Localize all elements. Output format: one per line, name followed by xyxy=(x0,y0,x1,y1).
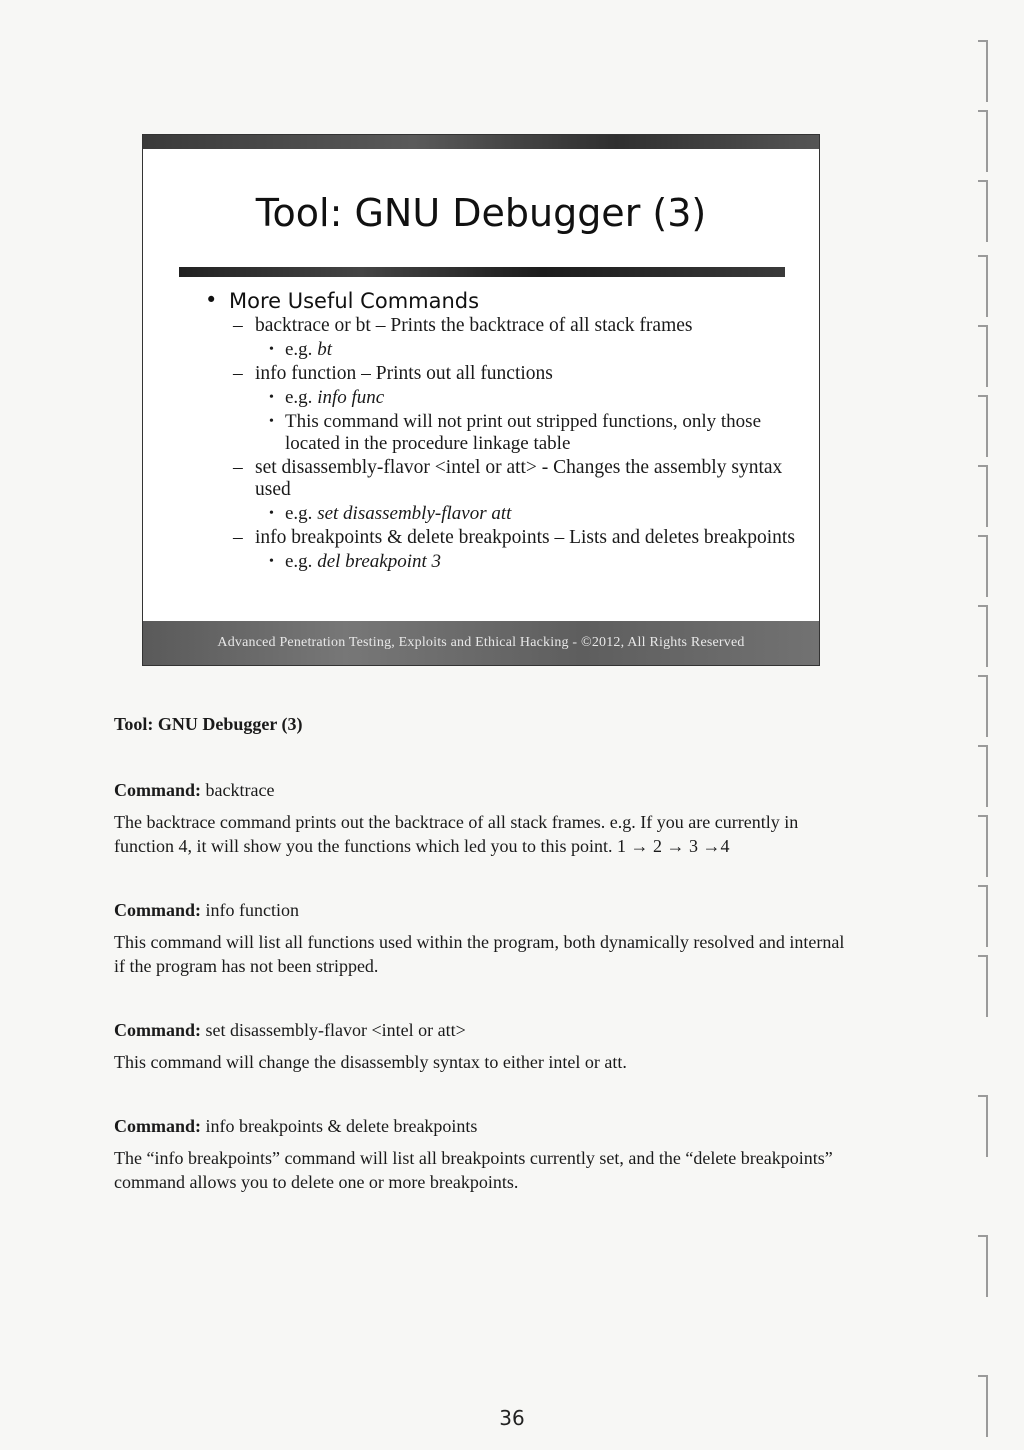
slide-title: Tool: GNU Debugger (3) xyxy=(255,191,707,235)
dash-icon: – xyxy=(233,527,243,548)
binding-mark xyxy=(978,1375,988,1437)
page-number: 36 xyxy=(499,1406,525,1430)
command-line xyxy=(114,1018,854,1042)
bullet-heading xyxy=(205,289,795,313)
speaker-notes xyxy=(114,712,854,1234)
example-prefix: e.g. xyxy=(285,551,318,572)
command-label: Command: xyxy=(114,1116,202,1136)
binding-mark xyxy=(978,465,988,527)
command-name: set disassembly-flavor <intel or att> xyxy=(205,1020,466,1040)
binding-mark xyxy=(978,1235,988,1297)
binding-mark xyxy=(978,395,988,457)
slide-body xyxy=(205,289,795,575)
notes-section xyxy=(114,1018,854,1074)
binding-mark xyxy=(978,955,988,1017)
command-description: This command will change the disassembly syntax to either intel or att. xyxy=(114,1052,627,1072)
example-prefix: e.g. xyxy=(285,503,318,524)
note-text: This command will not print out stripped functions, only those located in the procedure linkage table xyxy=(285,411,762,454)
slide-top-bar xyxy=(143,135,819,149)
bullet-icon: • xyxy=(269,414,274,429)
binding-mark xyxy=(978,745,988,807)
bullet-icon: • xyxy=(205,288,218,312)
bullet-icon: • xyxy=(269,342,274,357)
command-label: Command: xyxy=(114,780,202,800)
binding-mark xyxy=(978,535,988,597)
slide-title-rule xyxy=(179,267,785,277)
binding-mark xyxy=(978,1095,988,1157)
example-text: set disassembly-flavor att xyxy=(317,503,512,524)
example-text: bt xyxy=(317,339,332,360)
notes-title: Tool: GNU Debugger (3) xyxy=(114,714,303,734)
dash-icon: – xyxy=(233,457,243,478)
example-bullet xyxy=(205,503,795,525)
dash-icon: – xyxy=(233,315,243,336)
example-prefix: e.g. xyxy=(285,339,318,360)
bullet-icon: • xyxy=(269,506,274,521)
notes-section xyxy=(114,898,854,978)
example-bullet xyxy=(205,387,795,409)
binding-mark xyxy=(978,40,988,102)
command-line xyxy=(114,778,854,802)
example-text: info func xyxy=(317,387,385,408)
command-name: info function xyxy=(205,900,299,920)
binding-mark xyxy=(978,325,988,387)
binding-marks xyxy=(974,30,994,1430)
notes-section xyxy=(114,1114,854,1194)
binding-mark xyxy=(978,675,988,737)
note-bullet xyxy=(205,411,795,455)
command-line xyxy=(114,1114,854,1138)
slide-footer: Advanced Penetration Testing, Exploits and Ethical Hacking - ©2012, All Rights Reserved xyxy=(143,621,819,665)
sub-bullet xyxy=(205,315,795,337)
slide xyxy=(142,134,820,666)
bullet-icon: • xyxy=(269,390,274,405)
sub-bullet xyxy=(205,363,795,385)
example-prefix: e.g. xyxy=(285,387,318,408)
command-label: Command: xyxy=(114,1020,202,1040)
sub-bullet-text: info breakpoints & delete breakpoints – Lists and deletes breakpoints xyxy=(255,527,795,548)
binding-mark xyxy=(978,110,988,172)
command-name: backtrace xyxy=(205,780,275,800)
sub-bullet-text: backtrace or bt – Prints the backtrace of all stack frames xyxy=(255,315,693,336)
command-label: Command: xyxy=(114,900,202,920)
example-text: del breakpoint 3 xyxy=(317,551,442,572)
command-description: The “info breakpoints” command will list all breakpoints currently set, and the “delete breakpoints” command allows you to delete one or more breakpoints. xyxy=(114,1148,833,1192)
example-bullet xyxy=(205,339,795,361)
binding-mark xyxy=(978,605,988,667)
command-description: The backtrace command prints out the backtrace of all stack frames. e.g. If you are currently in function 4, it will show you the functions which led you to this point. 1 → 2 → 3 →4 xyxy=(114,812,799,856)
notes-section xyxy=(114,778,854,858)
sub-bullet-text: info function – Prints out all functions xyxy=(255,363,553,384)
sub-bullet-text: set disassembly-flavor <intel or att> - Changes the assembly syntax used xyxy=(255,457,783,500)
binding-mark xyxy=(978,255,988,317)
bullet-heading-text: More Useful Commands xyxy=(229,289,480,313)
sub-bullet xyxy=(205,457,795,501)
binding-mark xyxy=(978,815,988,877)
dash-icon: – xyxy=(233,363,243,384)
command-name: info breakpoints & delete breakpoints xyxy=(205,1116,478,1136)
bullet-icon: • xyxy=(269,554,274,569)
sub-bullet xyxy=(205,527,795,549)
command-line xyxy=(114,898,854,922)
binding-mark xyxy=(978,180,988,242)
example-bullet xyxy=(205,551,795,573)
command-description: This command will list all functions used within the program, both dynamically resolved and internal if the program has not been stripped. xyxy=(114,932,845,976)
binding-mark xyxy=(978,885,988,947)
